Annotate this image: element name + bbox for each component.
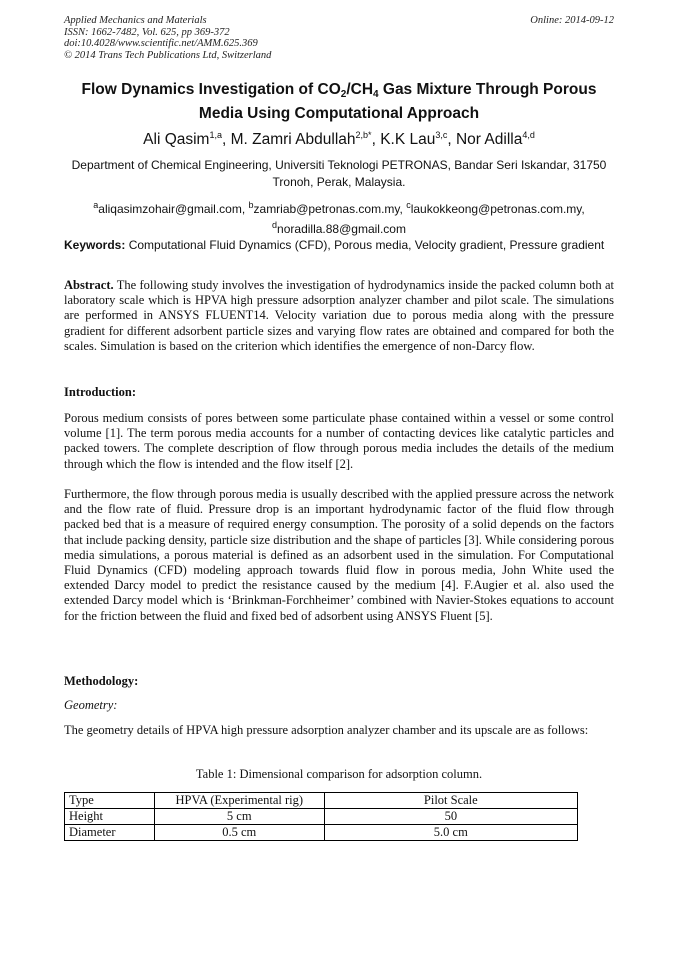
author-name: K.K Lau (380, 131, 436, 149)
author-separator: , (222, 131, 231, 149)
author-separator: , (447, 131, 456, 149)
journal-meta (64, 15, 271, 61)
author-affiliation-mark: 1,a (209, 130, 222, 140)
table-header-cell: HPVA (Experimental rig) (154, 793, 324, 809)
geometry-subheading: Geometry: (64, 698, 118, 712)
email-address[interactable]: aliqasimzohair@gmail.com, (98, 202, 249, 216)
author (456, 131, 535, 148)
author-name: M. Zamri Abdullah (230, 131, 356, 149)
title-part: /CH (346, 81, 374, 98)
abstract-label: Abstract. (64, 278, 114, 292)
table-header-cell: Type (65, 793, 155, 809)
introduction-heading: Introduction: (64, 385, 137, 399)
table-row (65, 809, 578, 825)
table-caption: Table 1: Dimensional comparison for adsorption column. (195, 767, 483, 781)
table-cell: 5.0 cm (324, 825, 577, 841)
author-list (64, 126, 614, 149)
title-subscript: 4 (373, 89, 379, 100)
table-cell: 0.5 cm (154, 825, 324, 841)
methodology-heading: Methodology: (64, 674, 139, 688)
author (380, 131, 456, 148)
paper-title (64, 80, 614, 123)
author (231, 131, 381, 148)
keywords-text: Computational Fluid Dynamics (CFD), Porous media, Velocity gradient, Pressure gradient (125, 238, 605, 252)
email-address[interactable]: noradilla.88@gmail.com (277, 222, 406, 236)
author-name: Nor Adilla (455, 131, 523, 149)
journal-name: Applied Mechanics and Materials (64, 15, 207, 26)
table-cell: 5 cm (154, 809, 324, 825)
title-part: Flow Dynamics Investigation of CO (81, 81, 341, 98)
introduction-paragraph-1: Porous medium consists of pores between some particulate phase contained within a vessel or some control volume [1]. The term porous media accounts for a number of contacting devices like catalytic particles and packed towers. The complete description of flow through porous media includes the details of the medium through which the flow is intended and the flow itself [2]. (64, 411, 614, 471)
author (143, 131, 230, 148)
dimension-table (64, 792, 578, 841)
table-cell: 50 (324, 809, 577, 825)
email-address[interactable]: zamriab@petronas.com.my, (253, 202, 407, 216)
keywords (64, 238, 614, 253)
table-cell: Diameter (65, 825, 155, 841)
author-affiliation-mark: 3,c (435, 130, 448, 140)
title-subscript: 2 (340, 89, 347, 100)
abstract (64, 278, 614, 354)
issn-line: ISSN: 1662-7482, Vol. 625, pp 369-372 (64, 26, 230, 38)
email-list (64, 197, 614, 237)
keywords-label: Keywords: (64, 238, 126, 252)
author-name: Ali Qasim (143, 131, 210, 149)
table-row (65, 825, 578, 841)
table-cell: Height (65, 809, 155, 825)
email-mark: a (93, 200, 99, 210)
email-address[interactable]: laukokkeong@petronas.com.my, (410, 202, 585, 216)
online-date: Online: 2014-09-12 (530, 15, 614, 26)
author-affiliation-mark: 2,b* (355, 130, 372, 140)
introduction-paragraph-2: Furthermore, the flow through porous media is usually described with the applied pressure across the network and the flow rate of fluid. Pressure drop is an important hydrodynamic factor of the fluid flow through packed bed that is a measure of required energy consumption. The porosity of a solid depends on the factors that include packing density, particle size distribution and the shape of particles [3]. While considering porous media simulations, a porous material is defined as an adsorbent used in the simulation. For Computational Fluid Dynamics (CFD) modeling approach towards fluid flow in porous media, John White used the extended Darcy model to predict the resistance caused by the medium [4]. F.Augier et al. also used the extended Darcy model which is ‘Brinkman-Forchheimer’ combined with Navier-Stokes equations to account for the friction between the fluid and fixed bed of adsorbent using ANSYS Fluent [5]. (64, 487, 614, 623)
email-mark: c (406, 200, 411, 210)
methodology-paragraph-1: The geometry details of HPVA high pressure adsorption analyzer chamber and its upscale are as follows: (64, 723, 589, 737)
title-part: Gas Mixture Through Porous Media Using Computational Approach (198, 81, 597, 122)
author-separator: , (371, 131, 381, 149)
table-header-row (65, 793, 578, 809)
email-mark: b (248, 200, 254, 210)
email-mark: d (272, 220, 278, 230)
copyright-line: © 2014 Trans Tech Publications Ltd, Switzerland (64, 49, 272, 61)
table-header-cell: Pilot Scale (324, 793, 577, 809)
affiliation: Department of Chemical Engineering, Universiti Teknologi PETRONAS, Bandar Seri Iskandar, 31750 Tronoh, Perak, Malaysia. (71, 158, 607, 189)
abstract-text: The following study involves the investigation of hydrodynamics inside the packed column both at laboratory scale which is HPVA high pressure adsorption analyzer chamber and pilot scale. The simulations are performed in ANSYS FLUENT14. Velocity variation due to porous media along with the pressure gradient for different adsorbent particle sizes and varying flow rates are obtained and compared for both the scales. Simulation is based on the criterion which identifies the emergence of non-Darcy flow. (64, 278, 614, 353)
author-affiliation-mark: 4,d (522, 130, 535, 140)
doi-line: doi:10.4028/www.scientific.net/AMM.625.369 (64, 38, 258, 49)
